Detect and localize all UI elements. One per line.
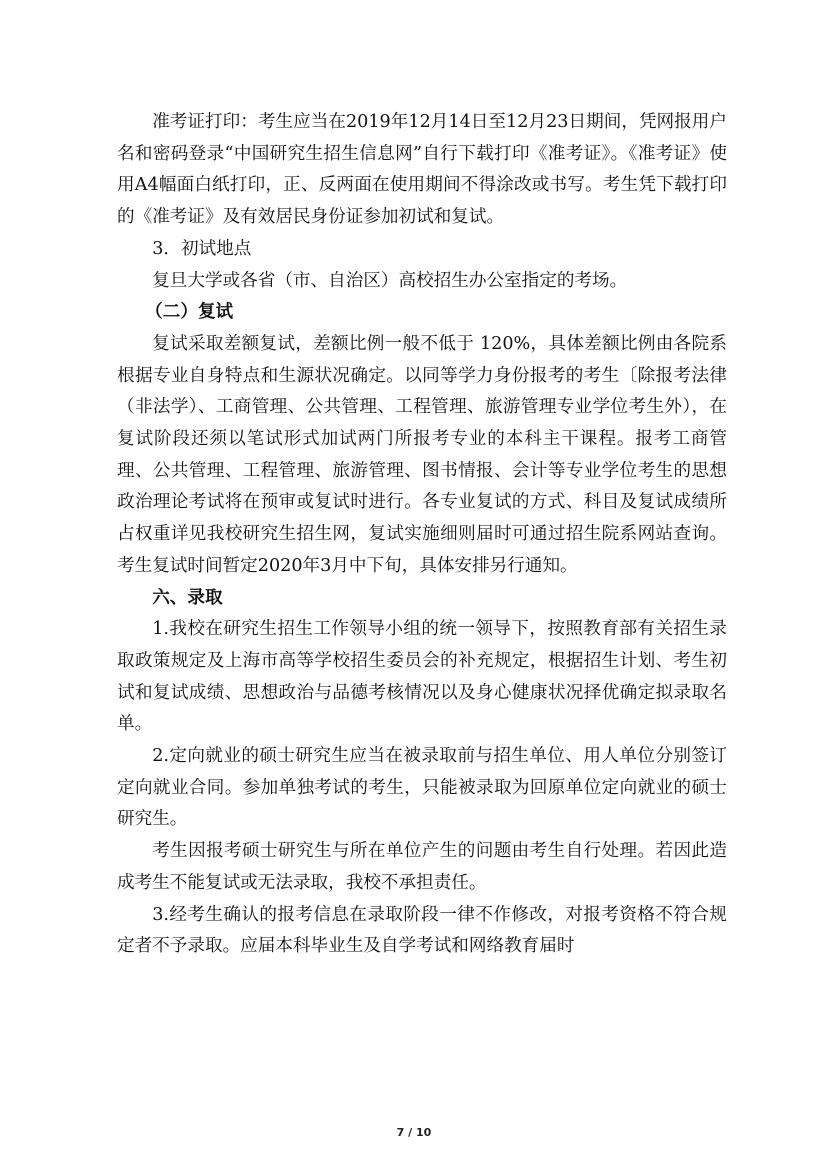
paragraph-admission-note: 考生因报考硕士研究生与所在单位产生的问题由考生自行处理。若因此造成考生不能复试或无法录取，我校不承担责任。 [117, 841, 727, 893]
page-number: 7 / 10 [396, 1126, 432, 1139]
paragraph-admission-2: 2.定向就业的硕士研究生应当在被录取前与招生单位、用人单位分别签订定向就业合同。参加单独考试的考生，只能被录取为回原单位定向就业的硕士研究生。 [117, 746, 727, 830]
paragraph-admission-3: 3.经考生确认的报考信息在录取阶段一律不作修改，对报考资格不符合规定者不予录取。应届本科毕业生及自学考试和网络教育届时 [117, 904, 727, 957]
paragraph-admission-1: 1.我校在研究生招生工作领导小组的统一领导下，按照教育部有关招生录取政策规定及上海市高等学校招生委员会的补充规定，根据招生计划、考生初试和复试成绩、思想政治与品德考核情况以及身心健康状况择优确定拟录取名单。 [117, 619, 727, 735]
subsection-retest-heading: （二）复试 [145, 302, 234, 323]
section-6-heading: 六、录取 [152, 587, 223, 608]
paragraph-admission-ticket: 准考证打印：考生应当在2019年12月14日至12月23日期间，凭网报用户名和密码登录“中国研究生招生信息网”自行下载打印《准考证》。《准考证》使用A4幅面白纸打印，正、反两面在使用期间不得涂改或书写。考生凭下载打印的《准考证》及有效居民身份证参加初试和复试。 [117, 112, 727, 228]
paragraph-exam-location: 复旦大学或各省（市、自治区）高校招生办公室指定的考场。 [152, 270, 628, 291]
paragraph-retest: 复试采取差额复试，差额比例一般不低于 120%，具体差额比例由各院系根据专业自身特点和生源状况确定。以同等学力身份报考的考生〔除报考法律（非法学）、工商管理、公共管理、工程管理、旅游管理专业学位考生外），在复试阶段还须以笔试形式加试两门所报考专业的本科主干课程。报考工商管理、公共管理、工程管理、旅游管理、图书情报、会计等专业学位考生的思想政治理论考试将在预审或复试时进行。各专业复试的方式、科目及复试成绩所占权重详见我校研究生招生网，复试实施细则届时可通过招生院系网站查询。考生复试时间暂定2020年3月中下旬，具体安排另行通知。 [117, 333, 727, 576]
item-3-heading: 3．初试地点 [152, 238, 252, 259]
